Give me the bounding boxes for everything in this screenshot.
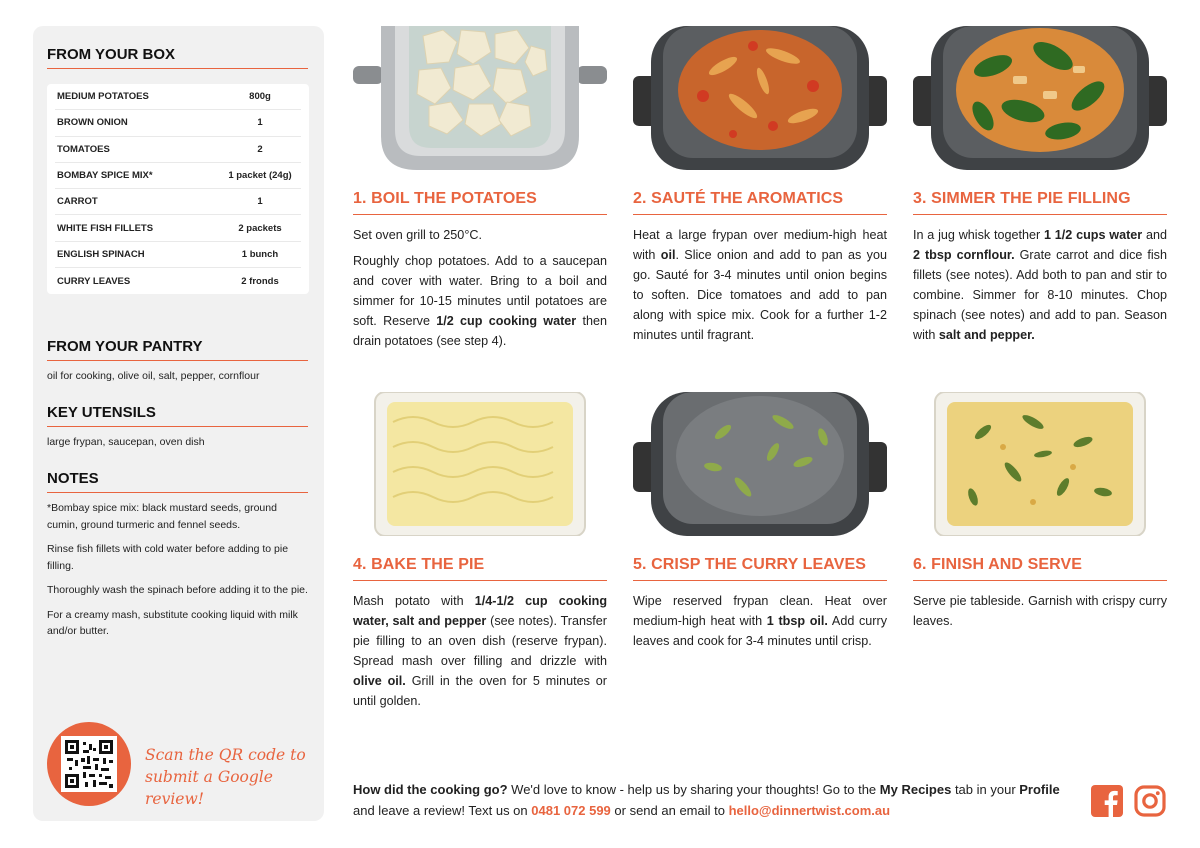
step-1-title: 1. BOIL THE POTATOES	[353, 190, 607, 215]
step-4-photo	[353, 392, 607, 536]
step-2	[633, 26, 887, 351]
qr-caption-line: Scan the QR code to	[145, 746, 306, 764]
step-text-bold: 1/4-1/2 cup cooking water, salt and pepper	[353, 594, 608, 628]
footer-text: We'd love to know - help us by sharing your thoughts! Go to the	[507, 782, 880, 797]
table-row	[55, 242, 301, 268]
email-link[interactable]: hello@dinnertwist.com.au	[728, 803, 891, 818]
step-text: Grate carrot and dice fish fillets (see notes). Add both to pan and stir to combine. Simmer for 8-10 minutes. Chop spinach (see notes) and add to pan. Season with	[913, 248, 1167, 342]
table-row	[55, 268, 301, 294]
step-text: In a jug whisk together	[913, 228, 1044, 242]
ingredient-qty: 1 packet (24g)	[228, 170, 292, 182]
ingredient-qty: 2	[257, 143, 263, 155]
step-text: Roughly chop potatoes. Add to a saucepan and cover with water. Bring to a boil and simmer for 10-15 minutes until potatoes are soft. Reserve	[353, 254, 607, 328]
step-text-bold: oil	[660, 248, 676, 262]
step-2-text	[633, 225, 887, 345]
step-6-title: 6. FINISH AND SERVE	[913, 556, 1167, 581]
step-text: Add curry leaves and cook for 3-4 minutes until crisp.	[633, 614, 887, 648]
note-item: *Bombay spice mix: black mustard seeds, ground cumin, ground turmeric and fennel seeds.	[47, 502, 277, 531]
ingredient-qty: 800g	[249, 91, 271, 103]
step-4-title: 4. BAKE THE PIE	[353, 556, 607, 581]
ingredient-name: BOMBAY SPICE MIX*	[57, 170, 153, 182]
qr-badge[interactable]	[47, 722, 131, 806]
sidebar	[33, 26, 324, 821]
note-item: Rinse fish fillets with cold water before adding to pie filling.	[47, 543, 289, 572]
note-item: Thoroughly wash the spinach before adding it to the pie.	[47, 584, 308, 596]
review-footer	[353, 779, 1073, 821]
qr-caption-line: submit a Google review!	[145, 768, 273, 808]
step-4	[353, 392, 607, 717]
step-3-photo	[913, 26, 1167, 170]
ingredient-name: MEDIUM POTATOES	[57, 91, 149, 103]
step-text: Grill in the oven for 5 minutes or until golden.	[353, 674, 607, 708]
step-2-photo	[633, 26, 887, 170]
note-item: For a creamy mash, substitute cooking liquid with milk and/or butter.	[47, 608, 298, 637]
step-text-bold: 1/2 cup cooking water	[436, 314, 577, 328]
table-row	[55, 163, 301, 189]
table-row	[55, 110, 301, 136]
step-text: Set oven grill to 250°C.	[353, 228, 482, 242]
step-text: Mash potato with	[353, 594, 475, 608]
step-text-bold: olive oil.	[353, 674, 406, 688]
step-text-bold: 2 tbsp cornflour.	[913, 248, 1015, 262]
step-text: (see notes). Transfer pie filling to an oven dish (reserve frypan). Spread mash over filling and drizzle with	[353, 614, 607, 668]
step-text: Wipe reserved frypan clean. Heat over medium-high heat with	[633, 594, 887, 628]
footer-text: or send an email to	[610, 803, 729, 818]
table-row	[55, 84, 301, 110]
step-5-title: 5. CRISP THE CURRY LEAVES	[633, 556, 887, 581]
table-row	[55, 215, 301, 241]
step-text-bold: 1 tbsp oil.	[766, 614, 828, 628]
footer-question: How did the cooking go?	[353, 782, 508, 797]
step-3	[913, 26, 1167, 351]
step-text: Heat a large frypan over medium-high heat with	[633, 228, 887, 262]
ingredient-qty: 1	[257, 196, 263, 208]
footer-text: tab in your	[951, 782, 1020, 797]
utensils-title: KEY UTENSILS	[47, 404, 308, 427]
ingredient-name: WHITE FISH FILLETS	[57, 222, 154, 234]
utensils-text: large frypan, saucepan, oven dish	[47, 436, 205, 448]
notes-title: NOTES	[47, 470, 308, 493]
table-row	[55, 137, 301, 163]
notes-list	[47, 500, 309, 648]
phone-link[interactable]: 0481 072 599	[531, 803, 611, 818]
ingredient-name: ENGLISH SPINACH	[57, 248, 145, 260]
step-3-title: 3. SIMMER THE PIE FILLING	[913, 190, 1167, 215]
table-row	[55, 189, 301, 215]
facebook-icon[interactable]	[1091, 785, 1123, 817]
step-1-photo	[353, 26, 607, 170]
ingredient-name: CARROT	[57, 196, 98, 208]
step-text: and	[1142, 228, 1167, 242]
ingredient-name: TOMATOES	[57, 143, 110, 155]
step-5-photo	[633, 392, 887, 536]
step-text: then drain potatoes (see step 4).	[353, 314, 607, 348]
step-6-text	[913, 591, 1167, 631]
footer-text: and leave a review! Text us on	[353, 803, 532, 818]
step-text-bold: salt and pepper.	[938, 328, 1035, 342]
step-text: . Slice onion and add to pan as you go. Sauté for 3-4 minutes until onion begins to soften. Dice tomatoes and add to pan along with spice mix. Cook for a further 1-2 minutes until fragrant.	[633, 248, 887, 342]
step-5	[633, 392, 887, 657]
step-1	[353, 26, 607, 357]
step-1-text	[353, 225, 607, 351]
instagram-icon[interactable]	[1134, 785, 1166, 817]
step-text-bold: 1 1/2 cups water	[1044, 228, 1143, 242]
ingredients-table	[47, 84, 309, 294]
qr-caption	[145, 744, 310, 810]
step-text: Serve pie tableside. Garnish with crispy curry leaves.	[913, 594, 1167, 628]
ingredient-qty: 1	[257, 117, 263, 129]
my-recipes-link[interactable]: My Recipes	[879, 782, 952, 797]
qr-code-icon[interactable]	[61, 736, 117, 792]
profile-link[interactable]: Profile	[1019, 782, 1060, 797]
step-3-text	[913, 225, 1167, 345]
pantry-title: FROM YOUR PANTRY	[47, 338, 308, 361]
step-4-text	[353, 591, 607, 711]
pantry-text: oil for cooking, olive oil, salt, pepper, cornflour	[47, 370, 260, 382]
ingredient-qty: 2 packets	[238, 222, 282, 234]
step-2-title: 2. SAUTÉ THE AROMATICS	[633, 190, 887, 215]
step-6	[913, 392, 1167, 637]
ingredient-qty: 1 bunch	[241, 248, 279, 260]
box-title: FROM YOUR BOX	[47, 46, 308, 69]
step-6-photo	[913, 392, 1167, 536]
ingredient-name: CURRY LEAVES	[57, 275, 131, 287]
ingredient-qty: 2 fronds	[241, 275, 279, 287]
ingredient-name: BROWN ONION	[57, 117, 128, 129]
step-5-text	[633, 591, 887, 651]
